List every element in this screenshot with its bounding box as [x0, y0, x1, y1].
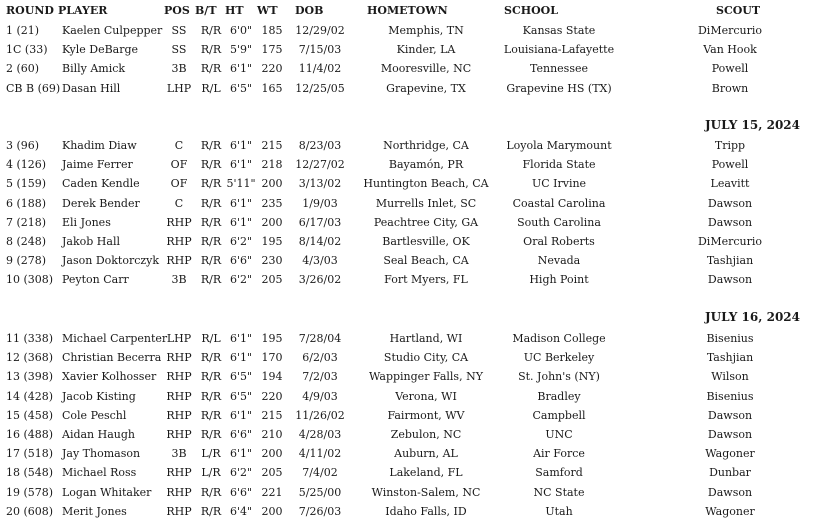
cell-school: Nevada [537, 254, 581, 268]
cell-pos: RHP [166, 235, 192, 248]
cell-round: 15 (458) [6, 408, 54, 422]
cell-round: 18 (548) [6, 466, 54, 480]
cell-player: Jaime Ferrer [62, 158, 133, 172]
cell-dob: 11/26/02 [295, 408, 345, 422]
cell-hometown: Grapevine, TX [386, 81, 466, 95]
cell-bt: R/R [200, 196, 222, 210]
cell-school: Kansas State [522, 24, 596, 37]
cell-round: 10 (308) [6, 273, 54, 287]
cell-round: 2 (60) [6, 62, 40, 76]
cell-scout: Dawson [707, 215, 753, 229]
cell-round: 8 (248) [6, 235, 47, 248]
cell-hometown: Auburn, AL [394, 447, 458, 461]
cell-pos: C [174, 196, 184, 210]
cell-bt: R/R [200, 139, 222, 152]
cell-pos: RHP [166, 254, 192, 268]
cell-pos: RHP [166, 370, 192, 384]
cell-pos: 3B [171, 273, 187, 287]
cell-round: 9 (278) [6, 254, 47, 268]
cell-pos: C [174, 139, 184, 152]
cell-scout: Brown [711, 81, 749, 95]
cell-dob: 3/13/02 [298, 177, 342, 191]
cell-wt: 185 [261, 24, 283, 37]
cell-dob: 6/2/03 [302, 351, 338, 365]
cell-bt: R/R [200, 62, 222, 76]
cell-wt: 205 [261, 273, 283, 287]
cell-dob: 5/25/00 [298, 485, 342, 499]
cell-scout: Van Hook [703, 43, 757, 57]
cell-ht: 6'1" [229, 215, 253, 229]
cell-bt: R/R [200, 428, 222, 441]
cell-hometown: Studio City, CA [383, 351, 469, 365]
cell-dob: 6/17/03 [298, 215, 342, 229]
cell-pos: OF [170, 177, 188, 191]
cell-school: Campbell [532, 408, 586, 422]
cell-player: Caden Kendle [62, 177, 140, 191]
cell-school: Utah [545, 504, 573, 518]
cell-hometown: Winston-Salem, NC [371, 485, 481, 499]
cell-dob: 7/15/03 [298, 43, 342, 57]
cell-round: 12 (368) [6, 351, 54, 365]
cell-school: Oral Roberts [523, 235, 595, 248]
cell-round: 3 (96) [6, 139, 40, 152]
cell-round: 19 (578) [6, 485, 54, 499]
cell-bt: R/R [200, 235, 222, 248]
cell-round: 4 (126) [6, 158, 47, 172]
cell-hometown: Mooresville, NC [380, 62, 472, 76]
cell-hometown: Murrells Inlet, SC [375, 196, 477, 210]
cell-player: Derek Bender [62, 196, 140, 210]
cell-school: UC Irvine [531, 177, 587, 191]
cell-scout: DiMercurio [697, 235, 762, 248]
cell-scout: Powell [711, 158, 749, 172]
cell-hometown: Huntington Beach, CA [363, 177, 489, 191]
cell-wt: 194 [261, 370, 283, 384]
cell-bt: R/R [200, 351, 222, 365]
cell-dob: 4/28/03 [298, 428, 342, 441]
cell-bt: R/R [200, 215, 222, 229]
cell-hometown: Fort Myers, FL [384, 273, 468, 287]
cell-hometown: Peachtree City, GA [373, 215, 479, 229]
cell-player: Jay Thomason [62, 447, 141, 461]
cell-round: 16 (488) [6, 428, 54, 441]
cell-bt: R/R [200, 177, 222, 191]
cell-player: Kyle DeBarge [62, 43, 139, 57]
cell-wt: 195 [261, 235, 283, 248]
cell-ht: 6'6" [229, 485, 253, 499]
cell-player: Michael Carpenter [62, 332, 168, 345]
cell-round: 1C (33) [6, 43, 48, 57]
cell-school: High Point [529, 273, 589, 287]
cell-hometown: Verona, WI [395, 389, 457, 403]
cell-pos: 3B [171, 447, 187, 461]
cell-bt: R/R [200, 370, 222, 384]
cell-wt: 205 [261, 466, 283, 480]
cell-dob: 7/26/03 [298, 504, 342, 518]
cell-pos: RHP [166, 428, 192, 441]
cell-hometown: Hartland, WI [389, 332, 463, 345]
cell-round: 6 (188) [6, 196, 47, 210]
header-scout: SCOUT [716, 4, 761, 17]
cell-hometown: Wappinger Falls, NY [369, 370, 483, 384]
cell-player: Jacob Kisting [62, 389, 136, 403]
cell-ht: 6'1" [229, 447, 253, 461]
cell-pos: LHP [166, 81, 192, 95]
cell-dob: 1/9/03 [302, 196, 338, 210]
cell-ht: 6'1" [229, 158, 253, 172]
cell-dob: 4/11/02 [298, 447, 342, 461]
cell-scout: Tripp [714, 139, 746, 152]
cell-school: Grapevine HS (TX) [506, 81, 612, 95]
cell-wt: 218 [261, 158, 283, 172]
cell-dob: 8/14/02 [298, 235, 342, 248]
cell-bt: R/L [201, 81, 221, 95]
cell-scout: DiMercurio [697, 24, 762, 37]
cell-scout: Dawson [707, 485, 753, 499]
cell-wt: 221 [261, 485, 283, 499]
cell-player: Christian Becerra [62, 351, 162, 365]
cell-scout: Tashjian [706, 351, 754, 365]
cell-wt: 165 [261, 81, 283, 95]
cell-ht: 6'1" [229, 408, 253, 422]
cell-scout: Dawson [707, 273, 753, 287]
cell-dob: 3/26/02 [298, 273, 342, 287]
cell-bt: R/R [200, 43, 222, 57]
cell-pos: RHP [166, 466, 192, 480]
cell-player: Khadim Diaw [62, 139, 137, 152]
cell-bt: R/R [200, 408, 222, 422]
cell-dob: 4/9/03 [302, 389, 338, 403]
cell-bt: L/R [201, 466, 221, 480]
header-wt: WT [257, 4, 278, 17]
date-header-july-16: JULY 16, 2024 [704, 310, 800, 324]
cell-scout: Dawson [707, 408, 753, 422]
cell-player: Merit Jones [62, 504, 127, 518]
cell-player: Billy Amick [62, 62, 126, 76]
cell-pos: SS [171, 43, 187, 57]
cell-pos: OF [170, 158, 188, 172]
cell-round: 14 (428) [6, 389, 54, 403]
cell-scout: Powell [711, 62, 749, 76]
date-header-july-15: JULY 15, 2024 [704, 118, 800, 132]
cell-bt: L/R [201, 447, 221, 461]
cell-wt: 215 [261, 139, 283, 152]
cell-ht: 6'2" [229, 235, 253, 248]
cell-scout: Dunbar [709, 466, 751, 480]
cell-pos: 3B [171, 62, 187, 76]
cell-dob: 7/2/03 [302, 370, 338, 384]
cell-scout: Leavitt [710, 177, 750, 191]
cell-wt: 200 [261, 177, 283, 191]
cell-hometown: Kinder, LA [396, 43, 456, 57]
cell-hometown: Zebulon, NC [390, 428, 462, 441]
cell-pos: RHP [166, 351, 192, 365]
cell-bt: R/L [201, 332, 221, 345]
cell-bt: R/R [200, 485, 222, 499]
cell-ht: 6'5" [229, 370, 253, 384]
cell-bt: R/R [200, 158, 222, 172]
cell-bt: R/R [200, 273, 222, 287]
cell-wt: 220 [261, 62, 283, 76]
cell-player: Peyton Carr [62, 273, 129, 287]
cell-round: CB B (69) [6, 81, 61, 95]
cell-scout: Bisenius [706, 332, 754, 345]
header-bt: B/T [195, 4, 217, 17]
cell-ht: 6'6" [229, 428, 253, 441]
cell-ht: 6'6" [229, 254, 253, 268]
cell-scout: Wagoner [705, 504, 755, 518]
cell-ht: 6'2" [229, 273, 253, 287]
cell-scout: Tashjian [706, 254, 754, 268]
cell-dob: 7/28/04 [298, 332, 342, 345]
cell-ht: 6'4" [229, 504, 253, 518]
cell-school: South Carolina [517, 215, 601, 229]
cell-dob: 7/4/02 [302, 466, 338, 480]
cell-school: St. John's (NY) [518, 370, 600, 384]
cell-hometown: Memphis, TN [388, 24, 464, 37]
cell-wt: 200 [261, 447, 283, 461]
cell-hometown: Idaho Falls, ID [385, 504, 467, 518]
cell-school: Bradley [537, 389, 581, 403]
cell-pos: RHP [166, 485, 192, 499]
cell-player: Cole Peschl [62, 408, 127, 422]
cell-pos: RHP [166, 408, 192, 422]
cell-school: Air Force [533, 447, 585, 461]
cell-school: UNC [545, 428, 573, 441]
cell-round: 11 (338) [6, 332, 54, 345]
cell-wt: 200 [261, 215, 283, 229]
cell-ht: 6'5" [229, 81, 253, 95]
header-pos: POS [164, 4, 190, 17]
cell-ht: 5'11" [226, 177, 256, 191]
cell-pos: SS [171, 24, 187, 37]
cell-wt: 175 [261, 43, 283, 57]
cell-school: Loyola Marymount [506, 139, 612, 152]
cell-hometown: Bartlesville, OK [382, 235, 470, 248]
cell-bt: R/R [200, 254, 222, 268]
cell-ht: 6'0" [229, 24, 253, 37]
cell-player: Dasan Hill [62, 81, 121, 95]
cell-round: 5 (159) [6, 177, 47, 191]
header-ht: HT [225, 4, 244, 17]
cell-dob: 4/3/03 [302, 254, 338, 268]
cell-bt: R/R [200, 24, 222, 37]
header-hometown: HOMETOWN [367, 4, 448, 17]
header-round: ROUND [6, 4, 54, 17]
cell-pos: LHP [166, 332, 192, 345]
cell-player: Jakob Hall [62, 235, 120, 248]
cell-player: Eli Jones [62, 215, 111, 229]
cell-player: Jason Doktorczyk [62, 254, 160, 268]
cell-scout: Dawson [707, 428, 753, 441]
cell-scout: Dawson [707, 196, 753, 210]
cell-wt: 200 [261, 504, 283, 518]
cell-school: Florida State [522, 158, 596, 172]
cell-wt: 170 [261, 351, 283, 365]
cell-round: 17 (518) [6, 447, 54, 461]
cell-school: Coastal Carolina [512, 196, 606, 210]
cell-hometown: Lakeland, FL [389, 466, 463, 480]
cell-player: Michael Ross [62, 466, 137, 480]
cell-ht: 6'1" [229, 332, 253, 345]
cell-school: Tennessee [530, 62, 588, 76]
cell-wt: 195 [261, 332, 283, 345]
cell-player: Logan Whitaker [62, 485, 152, 499]
cell-pos: RHP [166, 504, 192, 518]
cell-hometown: Fairmont, WV [387, 408, 465, 422]
header-school: SCHOOL [504, 4, 558, 17]
cell-wt: 235 [261, 196, 283, 210]
cell-scout: Wagoner [705, 447, 755, 461]
cell-round: 7 (218) [6, 215, 47, 229]
cell-wt: 210 [261, 428, 283, 441]
cell-hometown: Northridge, CA [383, 139, 469, 152]
cell-ht: 5'9" [229, 43, 253, 57]
cell-ht: 6'1" [229, 62, 253, 76]
cell-round: 13 (398) [6, 370, 54, 384]
cell-dob: 8/23/03 [298, 139, 342, 152]
cell-pos: RHP [166, 215, 192, 229]
cell-round: 1 (21) [6, 24, 40, 37]
cell-ht: 6'5" [229, 389, 253, 403]
cell-player: Xavier Kolhosser [62, 370, 157, 384]
cell-scout: Wilson [711, 370, 749, 384]
cell-school: Louisiana-Lafayette [503, 43, 615, 57]
cell-bt: R/R [200, 504, 222, 518]
header-dob: DOB [295, 4, 324, 17]
cell-pos: RHP [166, 389, 192, 403]
cell-hometown: Bayamón, PR [388, 158, 464, 172]
cell-wt: 215 [261, 408, 283, 422]
cell-ht: 6'1" [229, 139, 253, 152]
cell-wt: 230 [261, 254, 283, 268]
cell-ht: 6'2" [229, 466, 253, 480]
cell-ht: 6'1" [229, 196, 253, 210]
cell-bt: R/R [200, 389, 222, 403]
header-player: PLAYER [58, 4, 108, 17]
cell-ht: 6'1" [229, 351, 253, 365]
cell-school: Madison College [512, 332, 606, 345]
cell-school: Samford [535, 466, 583, 480]
cell-scout: Bisenius [706, 389, 754, 403]
cell-school: UC Berkeley [523, 351, 595, 365]
cell-dob: 12/25/05 [295, 81, 345, 95]
cell-player: Aidan Haugh [62, 428, 136, 441]
cell-round: 20 (608) [6, 504, 54, 518]
cell-player: Kaelen Culpepper [62, 24, 163, 37]
cell-wt: 220 [261, 389, 283, 403]
cell-school: NC State [533, 485, 585, 499]
cell-dob: 12/29/02 [295, 24, 345, 37]
cell-hometown: Seal Beach, CA [383, 254, 469, 268]
cell-dob: 12/27/02 [295, 158, 345, 172]
cell-dob: 11/4/02 [298, 62, 342, 76]
